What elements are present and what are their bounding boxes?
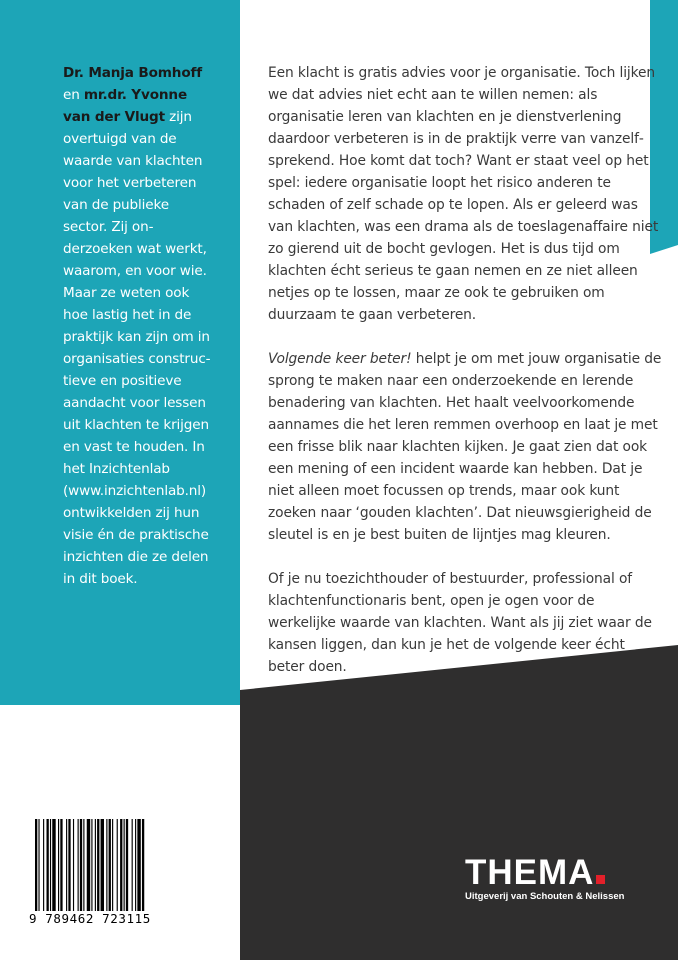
barcode-bar (78, 819, 79, 911)
barcode-bar (142, 819, 144, 911)
barcode-bar (112, 819, 113, 911)
barcode-bar (91, 819, 92, 911)
back-cover-blurb (268, 62, 663, 700)
author-conjunction: en (63, 87, 80, 103)
publisher-subtitle: Uitgeverij van Schouten & Nelissen (465, 891, 625, 902)
barcode-bar (87, 819, 90, 911)
barcode-bar (97, 819, 99, 911)
author-1-name: Dr. Manja Bomhoff (63, 65, 203, 81)
book-title-inline: Volgende keer beter! (268, 351, 412, 367)
barcode-bar (80, 819, 82, 911)
barcode-bar (109, 819, 111, 911)
barcode-bar (137, 819, 140, 911)
barcode-bars (35, 819, 180, 911)
isbn-digits: 9 789462 723115 (29, 911, 151, 926)
barcode-bar (106, 819, 107, 911)
barcode-bar (124, 819, 125, 911)
publisher-name: THEMA (465, 853, 595, 892)
barcode-bar (52, 819, 55, 911)
barcode-bar (43, 819, 44, 911)
publisher-logo (465, 855, 624, 902)
barcode-bar (60, 819, 62, 911)
author-2-name: mr.dr. Yvonne van der Vlugt (63, 87, 188, 125)
barcode-bar (68, 819, 70, 911)
blurb-paragraph-1: Een klacht is gratis advies voor je organisatie. Toch lijken we dat advies niet echt aan te willen nemen: als organisatie leren van klachten en je dienstverlening daardoor verbeteren is in de praktijk verre van vanzelfsprekend. Hoe komt dat toch? Want er staat veel op het spel: iedere organisatie loopt het risico anderen te schaden of zelf schade op te lopen. Als er geleerd was van klachten, was een drama als de toeslagenaffaire niet zo gierend uit de bocht gevlogen. Het is dus tijd om klachten écht serieus te gaan nemen en ze niet alleen netjes op te lossen, maar ze ook te gebruiken om duurzaam te gaan verbeteren. (268, 65, 659, 323)
barcode-bar (58, 819, 59, 911)
barcode-bar (50, 819, 51, 911)
barcode-bar (47, 819, 49, 911)
barcode-bar (120, 819, 122, 911)
barcode-bar (117, 819, 118, 911)
barcode-bar (66, 819, 67, 911)
isbn-barcode (25, 813, 190, 939)
blurb-paragraph-2-text: helpt je om met jouw organisatie de sprong te maken naar een onderzoekende en lerende benadering van klachten. Het haalt veelvoorkomende aannames die het leren remmen overhoop en laat je met een frisse blik naar klachten kijken. Je gaat zien dat ook een mening of een incident waarde kan hebben. Dat je niet alleen moet focussen op trends, maar ook kunt zoeken naar ‘gouden klachten’. Dat nieuwsgierigheid de sleutel is en je best buiten de lijntjes mag kleuren. (268, 351, 662, 543)
barcode-bar (135, 819, 136, 911)
blurb-paragraph-2 (268, 348, 663, 546)
author-bio-text: zijn overtuigd van de waarde van klachten voor het verbeteren van de publieke sector. Zij onderzoeken wat werkt, waarom, en voor wie. Maar ze weten ook hoe lastig het in de praktijk kan zijn om in organisaties constructieve en positieve aandacht voor lessen uit klachten te krijgen en vast te houden. (63, 109, 211, 455)
barcode-bar (35, 819, 37, 911)
barcode-bar (126, 819, 128, 911)
barcode-bar (83, 819, 84, 911)
author-bio-lab-text: In het Inzichtenlab (www.inzichtenlab.nl) ontwikkelden zij hun visie én de praktische inzichten die ze delen in dit boek. (63, 439, 209, 587)
barcode-bar (38, 819, 39, 911)
logo-red-dot (596, 875, 605, 884)
barcode-bar (95, 819, 96, 911)
barcode-bar (101, 819, 104, 911)
barcode-bar (132, 819, 133, 911)
author-bio (63, 62, 213, 590)
barcode-bar (73, 819, 74, 911)
blurb-paragraph-3: Of je nu toezichthouder of bestuurder, professional of klachtenfunctionaris bent, open je ogen voor de werkelijke waarde van klachten. Want als jij ziet waar de kansen liggen, dan kun je het de volgende keer écht beter doen. (268, 571, 652, 675)
